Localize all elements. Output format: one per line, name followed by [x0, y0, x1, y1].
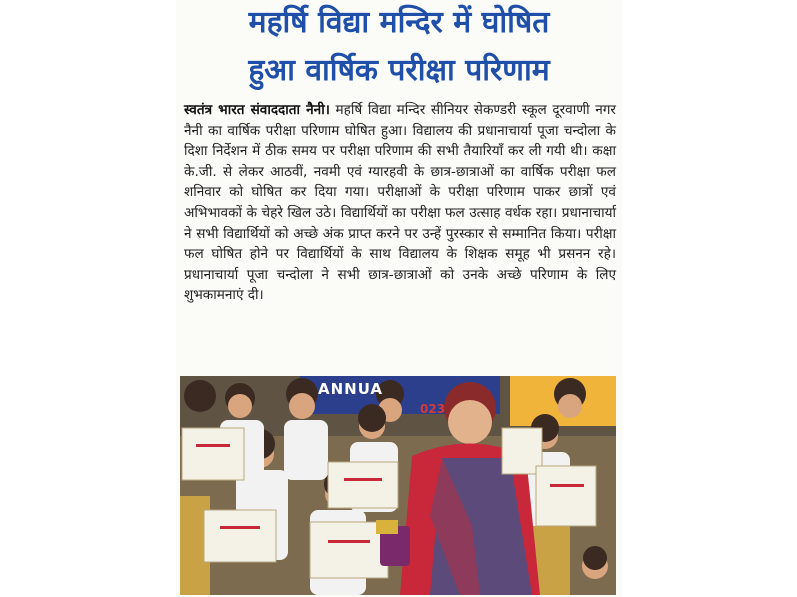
- dateline: स्वतंत्र भारत संवाददाता नैनी।: [184, 102, 330, 118]
- article-body: [184, 100, 616, 306]
- headline-line-2: हुआ वार्षिक परीक्षा परिणाम: [248, 53, 550, 88]
- certificate: [328, 462, 398, 508]
- headline-line-1: महर्षि विद्या मन्दिर में घोषित: [248, 5, 550, 40]
- certificate: [182, 428, 244, 480]
- certificate: [536, 466, 596, 526]
- banner-year: 023: [420, 402, 446, 416]
- headline: [176, 2, 622, 92]
- banner-text: ANNUA: [318, 380, 384, 398]
- photo-illustration: [180, 376, 616, 595]
- event-photo: [180, 376, 616, 595]
- certificate: [204, 510, 276, 562]
- article-text: महर्षि विद्या मन्दिर सीनियर सेकण्डरी स्कूल दूरवाणी नगर नैनी का वार्षिक परीक्षा परिणाम घोषित हुआ। विद्यालय की प्रधानाचार्या पूजा चन्दोला के दिशा निर्देशन में ठीक समय पर परीक्षा परिणाम की सभी तैयारियाँ कर ली गयी थी। कक्षा के.जी. से लेकर आठवीं, नवमी एवं ग्यारहवी के छात्र-छात्राओं का वार्षिक परीक्षा फल शनिवार को घोषित कर दिया गया। परीक्षाओं के परीक्षा परिणाम पाकर छात्रों एवं अभिभावकों के चेहरे खिल उठे। विद्यार्थियों का परीक्षा फल उत्साह वर्धक रहा। प्रधानाचार्या ने सभी विद्यार्थियों को अच्छे अंक प्राप्त करने पर उन्हें पुरस्कार से सम्मानित किया। परीक्षा फल घोषित होने पर विद्यार्थियों के साथ विद्यालय के शिक्षक समूह भी प्रसनन रहे। प्रधानाचार्या पूजा चन्दोला ने सभी छात्र-छात्राओं को उनके अच्छे परिणाम के लिए शुभकामनाएं दी।: [184, 102, 616, 304]
